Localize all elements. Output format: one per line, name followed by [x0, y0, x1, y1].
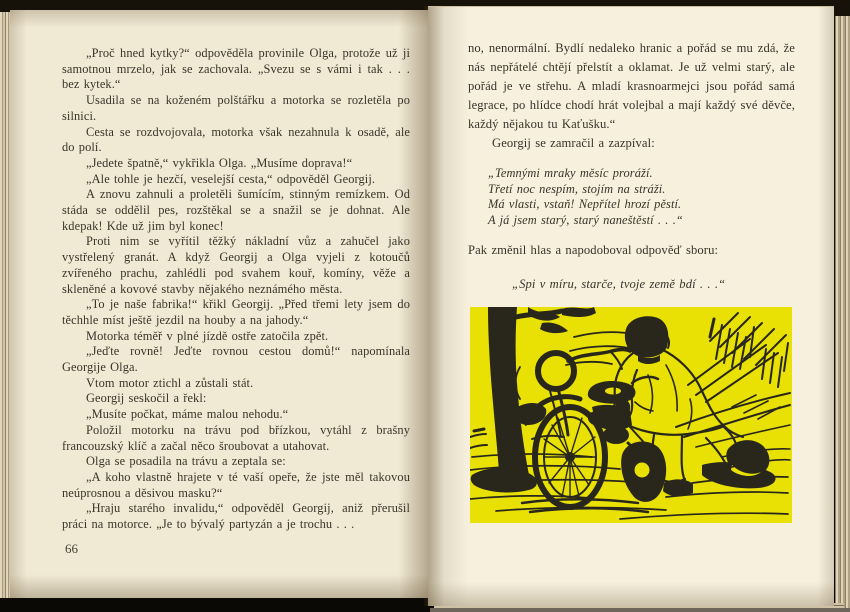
paragraph: no, nenormální. Bydlí nedaleko hranic a pořád se mu zdá, že nás nepřátelé chtějí přelstít a oklamat. Je už velmi starý, ale pořád je ve střehu. A mladí krasnoarmejci jsou pořád samá legrace, po hlídce chodí hrát volejbal a mají každý své děvče, každý nějakou tu Kaťušku.“: [468, 41, 795, 131]
paragraph: Proti nim se vyřítil těžký nákladní vůz a zahučel jako vystřelený granát. A když Georgij a Olga vyjeli z kotoučů zvířeného prachu, zahlédli pod svahem kouř, komíny, věže a skleněné a kovové stavby nějakého neznámého města.: [62, 234, 410, 296]
paragraph: „Proč hned kytky?“ odpověděla provinile Olga, protože už ji samotnou mrzelo, jak se zachovala. „Svezu se s vámi i tak . . . bez kytek.“: [62, 46, 410, 92]
paragraph: Usadila se na koženém polštářku a motorka se rozletěla po silnici.: [62, 93, 410, 123]
paragraph: „A koho vlastně hrajete v té vaší opeře, že jste měl takovou neúprosnou a děsivou masku?“: [62, 469, 410, 500]
paragraph: „To je naše fabrika!“ křikl Georgij. „Před třemi lety jsem do těchhle míst ještě jezdil na houby a na jahody.“: [62, 297, 410, 327]
paragraph: „Hraju starého invalidu,“ odpověděl Georgij, aniž přerušil práci na motorce. „Je to bývalý partyzán a je trochu . . .: [62, 501, 410, 532]
right-page: [428, 6, 834, 606]
paragraph: A znovu zahnuli a proletěli šumícím, stinným remízkem. Od stáda se oddělil pes, rozštěkal se a snažil se je dohnat. Ale kdepak! Kde už jim byl konec!: [62, 187, 410, 233]
motorcycle-illustration: [470, 307, 792, 523]
paragraph: Položil motorku na trávu pod břízkou, vytáhl z brašny francouzský klíč a začal něco šroubovat a utahovat.: [62, 422, 410, 453]
paragraph: Motorka téměř v plné jízdě ostře zatočila zpět.: [86, 328, 329, 343]
poem-line: Třetí noc nespím, stojím na stráži.: [488, 181, 666, 196]
left-page: [10, 10, 428, 598]
poem-stanza: [488, 166, 795, 228]
book-cover-edge: [430, 608, 850, 612]
paragraph: Vtom motor ztichl a zůstali stát.: [86, 375, 254, 390]
paragraph: Olga se posadila na trávu a zeptala se:: [86, 454, 286, 469]
paragraph: Pak změnil hlas a napodoboval odpověď sboru:: [468, 243, 719, 258]
paragraph: „Jeďte rovně! Jeďte rovnou cestou domů!“ napomínala Georgije Olga.: [62, 344, 410, 375]
paragraph: Cesta se rozdvojovala, motorka však nezahnula k osadě, ale do polí.: [62, 124, 410, 155]
page-edges-right: [835, 16, 850, 608]
paragraph: „Ale tohle je hezčí, veselejší cesta,“ odpověděl Georgij.: [86, 171, 376, 186]
right-page-text: [468, 39, 795, 294]
paragraph: Georgij se zamračil a zazpíval:: [492, 136, 655, 150]
paragraph: Georgij seskočil a řekl:: [86, 391, 207, 406]
left-page-text: [62, 46, 410, 533]
paragraph: „Jedete špatně,“ vykřikla Olga. „Musíme doprava!“: [86, 155, 353, 170]
poem-line: „Temnými mraky měsíc proráží.: [488, 166, 653, 180]
poem-line: A já jsem starý, starý naneštěstí . . .“: [488, 212, 683, 227]
chorus-line: „Spi v míru, starče, tvoje země bdí . . .“: [512, 277, 726, 292]
poem-line: Má vlasti, vstaň! Nepřítel hrozí pěstí.: [488, 197, 682, 212]
page-number: 66: [65, 541, 78, 556]
paragraph: „Musíte počkat, máme malou nehodu.“: [86, 407, 289, 422]
